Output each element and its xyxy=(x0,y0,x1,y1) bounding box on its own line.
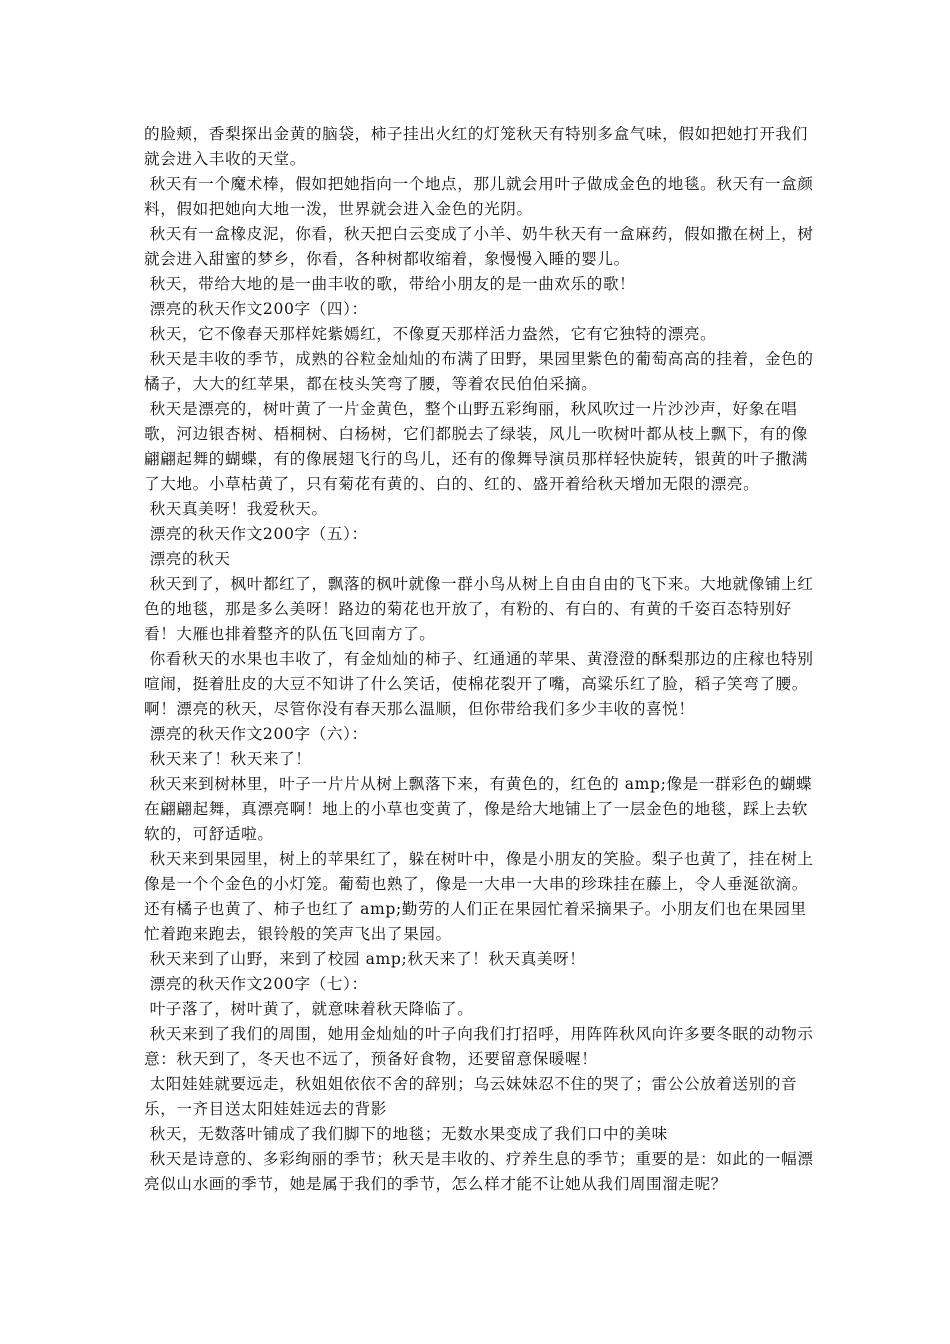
paragraph: 秋天来到果园里，树上的苹果红了，躲在树叶中，像是小朋友的笑脸。梨子也黄了，挂在树上像是一个个金色的小灯笼。葡萄也熟了，像是一大串一大串的珍珠挂在藤上，令人垂涎欲滴。还有橘子也黄了、柿子也红了 amp;勤劳的人们正在果园忙着采摘果子。小朋友们也在果园里忙着跑来跑去，银铃般的笑声飞出了果园。 xyxy=(144,850,814,943)
paragraph: 秋天有一个魔术棒，假如把她指向一个地点，那儿就会用叶子做成金色的地毯。秋天有一盒颜料，假如把她向大地一泼，世界就会进入金色的光阴。 xyxy=(144,175,814,218)
document-body xyxy=(144,122,816,1197)
paragraph: 秋天是丰收的季节，成熟的谷粒金灿灿的布满了田野，果园里紫色的葡萄高高的挂着，金色的橘子，大大的红苹果，都在枝头笑弯了腰，等着农民伯伯采摘。 xyxy=(144,350,814,393)
paragraph: 你看秋天的水果也丰收了，有金灿灿的柿子、红通通的苹果、黄澄澄的酥梨那边的庄稼也特别喧闹，挺着肚皮的大豆不知讲了什么笑话，使棉花裂开了嘴，高粱乐红了脸，稻子笑弯了腰。啊！漂亮的秋天，尽管你没有春天那么温顺，但你带给我们多少丰收的喜悦！ xyxy=(144,650,814,718)
paragraph: 秋天是漂亮的，树叶黄了一片金黄色，整个山野五彩绚丽，秋风吹过一片沙沙声，好象在唱歌，河边银杏树、梧桐树、白杨树，它们都脱去了绿装，风儿一吹树叶都从枝上飘下，有的像翩翩起舞的蝴蝶，有的像展翅飞行的鸟儿，还有的像舞导演员那样轻快旋转，银黄的叶子撒满了大地。小草枯黄了，只有菊花有黄的、白的、红的、盛开着给秋天增加无限的漂亮。 xyxy=(144,400,808,493)
essay-title: 漂亮的秋天 xyxy=(144,550,231,568)
paragraph: 秋天有一盒橡皮泥，你看，秋天把白云变成了小羊、奶牛秋天有一盒麻药，假如撒在树上，树就会进入甜蜜的梦乡，你看，各种树都收缩着，象慢慢入睡的婴儿。 xyxy=(144,225,814,268)
paragraph: 的脸颊，香梨探出金黄的脑袋，柿子挂出火红的灯笼秋天有特别多盒气味，假如把她打开我们就会进入丰收的天堂。 xyxy=(144,125,808,168)
paragraph: 秋天到了，枫叶都红了，飘落的枫叶就像一群小鸟从树上自由自由的飞下来。大地就像铺上红色的地毯，那是多么美呀！路边的菊花也开放了，有粉的、有白的、有黄的千姿百态特别好看！大雁也排着整齐的队伍飞回南方了。 xyxy=(144,575,814,643)
paragraph: 叶子落了，树叶黄了，就意味着秋天降临了。 xyxy=(144,1000,474,1018)
paragraph: 秋天真美呀！我爱秋天。 xyxy=(144,500,328,518)
paragraph: 秋天来到了山野，来到了校园 amp;秋天来了！秋天真美呀！ xyxy=(144,950,586,968)
section-heading: 漂亮的秋天作文200字（四）： xyxy=(144,300,368,318)
paragraph: 秋天，带给大地的是一曲丰收的歌，带给小朋友的是一曲欢乐的歌！ xyxy=(144,275,636,293)
paragraph: 秋天，无数落叶铺成了我们脚下的地毯；无数水果变成了我们口中的美味 xyxy=(144,1125,668,1143)
section-heading: 漂亮的秋天作文200字（五）： xyxy=(144,525,368,543)
paragraph: 秋天来了！秋天来了！ xyxy=(144,750,312,768)
paragraph: 秋天来到树林里，叶子一片片从树上飘落下来，有黄色的，红色的 amp;像是一群彩色的蝴蝶在翩翩起舞，真漂亮啊！地上的小草也变黄了，像是给大地铺上了一层金色的地毯，踩上去软软的，可舒适啦。 xyxy=(144,775,813,843)
paragraph: 秋天是诗意的、多彩绚丽的季节；秋天是丰收的、疗养生息的季节；重要的是：如此的一幅漂亮似山水画的季节，她是属于我们的季节，怎么样才能不让她从我们周围溜走呢？ xyxy=(144,1150,814,1193)
section-heading: 漂亮的秋天作文200字（六）： xyxy=(144,725,368,743)
paragraph: 太阳娃娃就要远走，秋姐姐依依不舍的辞别；乌云妹妹忍不住的哭了；雷公公放着送别的音乐，一齐目送太阳娃娃远去的背影 xyxy=(144,1075,798,1118)
paragraph: 秋天来到了我们的周围，她用金灿灿的叶子向我们打招呼，用阵阵秋风向许多要冬眠的动物示意：秋天到了，冬天也不远了，预备好食物，还要留意保暖喔！ xyxy=(144,1025,814,1068)
section-heading: 漂亮的秋天作文200字（七）： xyxy=(144,975,368,993)
paragraph: 秋天，它不像春天那样姹紫嫣红，不像夏天那样活力盎然，它有它独特的漂亮。 xyxy=(144,325,717,343)
